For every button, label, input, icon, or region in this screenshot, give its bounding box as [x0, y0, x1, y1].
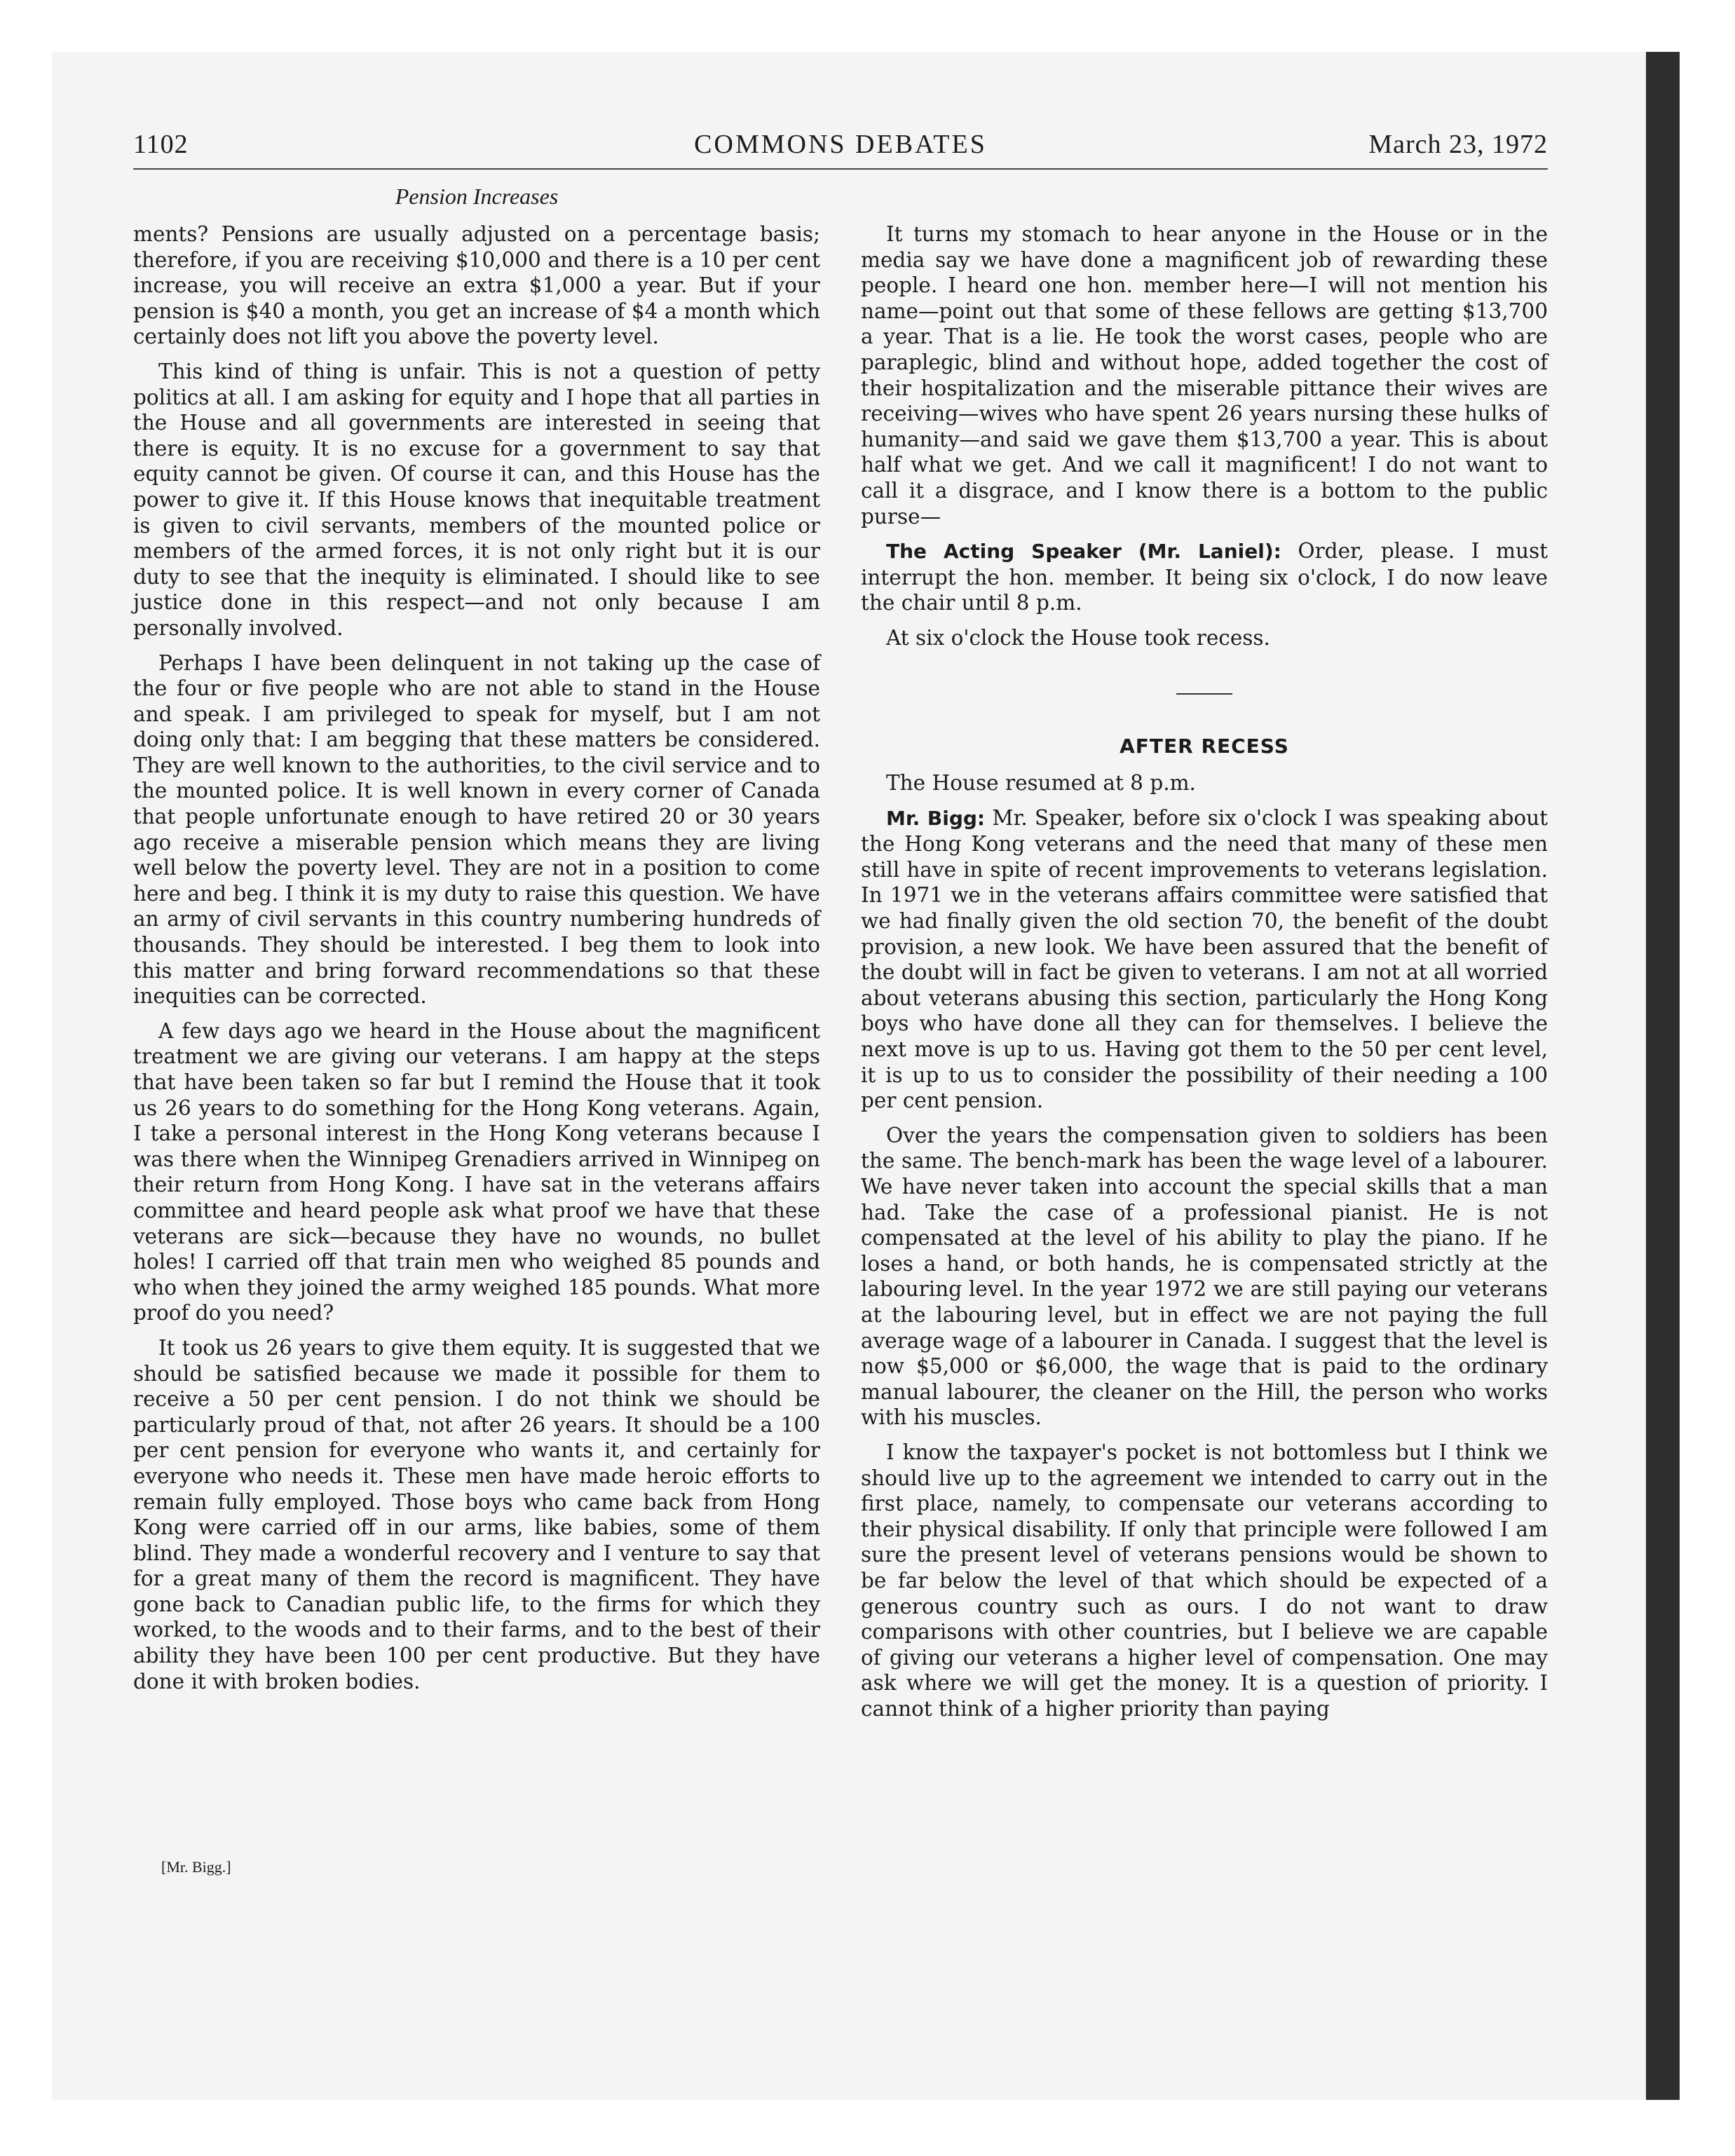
paragraph: ments? Pensions are usually adjusted on a percentage basis; therefore, if you are receiving $10,000 and there is a 10 per cent increase, you will receive an extra $1,000 a year. But if your pension is $40 a month, you get an increase of $4 a month which certainly does not lift you above the poverty level.	[133, 222, 820, 349]
subject-heading: Pension Increases	[395, 184, 559, 209]
section-divider	[1176, 693, 1232, 695]
speaker-paragraph	[861, 538, 1548, 616]
paragraph: This kind of thing is unfair. This is not a question of petty politics at all. I am asking for equity and I hope that all parties in the House and all governments are interested in seeing that there is equity. It is no excuse for a government to say that equity cannot be given. Of course it can, and this House has the power to give it. If this House knows that inequitable treatment is given to civil servants, members of the mounted police or members of the armed forces, it is not only right but it is our duty to see that the inequity is eliminated. I should like to see justice done in this respect—and not only because I am personally involved.	[133, 359, 820, 640]
speaker-name: Mr. Bigg:	[886, 806, 986, 830]
scan-edge-shadow	[1646, 52, 1680, 2100]
section-heading: AFTER RECESS	[1120, 734, 1289, 758]
page-header	[133, 129, 1548, 170]
paragraph: The House resumed at 8 p.m.	[886, 771, 1196, 796]
left-column	[133, 221, 820, 1703]
publication-date: March 23, 1972	[1368, 130, 1548, 159]
paragraph: Perhaps I have been delinquent in not taking up the case of the four or five people who are not able to stand in the House and speak. I am privileged to speak for myself, but I am not doing only that: I am begging that these matters be considered. They are well known to the authorities, to the civil service and to the mounted police. It is well known in every corner of Canada that people unfortunate enough to have retired 20 or 30 years ago receive a miserable pension which means they are living well below the poverty level. They are not in a position to come here and beg. I think it is my duty to raise this question. We have an army of civil servants in this country numbering hundreds of thousands. They should be interested. I beg them to look into this matter and bring forward recommendations so that these inequities can be corrected.	[133, 650, 820, 1009]
paragraph: A few days ago we heard in the House about the magnificent treatment we are giving our veterans. I am happy at the steps that have been taken so far but I remind the House that it took us 26 years to do something for the Hong Kong veterans. Again, I take a personal interest in the Hong Kong veterans because I was there when the Winnipeg Grenadiers arrived in Winnipeg on their return from Hong Kong. I have sat in the veterans affairs committee and heard people ask what proof we have that these veterans are sick—because they have no wounds, no bullet holes! I carried off that train men who weighed 85 pounds and who when they joined the army weighed 185 pounds. What more proof do you need?	[133, 1018, 820, 1325]
paragraph: Over the years the compensation given to soldiers has been the same. The bench-mark has been the wage level of a labourer. We have never taken into account the special skills that a man had. Take the case of a professional pianist. He is not compensated at the level of his ability to play the piano. If he loses a hand, or both hands, he is compensated strictly at the labouring level. In the year 1972 we are still paying our veterans at the labouring level, but in effect we are not paying the full average wage of a labourer in Canada. I suggest that the level is now $5,000 or $6,000, the wage that is paid to the ordinary manual labourer, the cleaner on the Hill, the person who works with his muscles.	[861, 1123, 1548, 1430]
speech-text: Mr. Speaker, before six o'clock I was speaking about the Hong Kong veterans and the need that many of these men still have in spite of recent improvements to veterans legislation. In 1971 we in the veterans affairs committee were satisfied that we had finally given the old section 70, the benefit of the doubt provision, a new look. We have been assured that the benefit of the doubt will in fact be given to veterans. I am not at all worried about veterans abusing this section, particularly the Hong Kong boys who have done all they can for themselves. I believe the next move is up to us. Having got them to the 50 per cent level, it is up to us to consider the possibility of their needing a 100 per cent pension.	[861, 805, 1548, 1113]
paragraph: It took us 26 years to give them equity. It is suggested that we should be satisfied because we made it possible for them to receive a 50 per cent pension. I do not think we should be particularly proud of that, not after 26 years. It should be a 100 per cent pension for everyone who wants it, and certainly for everyone who needs it. These men have made heroic efforts to remain fully employed. Those boys who came back from Hong Kong were carried off in our arms, like babies, some of them blind. They made a wonderful recovery and I venture to say that for a great many of them the record is magnificent. They have gone back to Canadian public life, to the firms for which they worked, to the woods and to their farms, and to the best of their ability they have been 100 per cent productive. But they have done it with broken bodies.	[133, 1335, 820, 1693]
publication-title: COMMONS DEBATES	[694, 130, 987, 159]
page-number: 1102	[133, 130, 189, 159]
speaker-footer: [Mr. Bigg.]	[161, 1858, 231, 1876]
speech-text: Order, please. I must interrupt the hon. member. It being six o'clock, I do now leave the chair until 8 p.m.	[861, 539, 1548, 615]
paragraph: I know the taxpayer's pocket is not bottomless but I think we should live up to the agreement we intended to carry out in the first place, namely, to compensate our veterans according to their physical disability. If only that principle were followed I am sure the present level of veterans pensions would be shown to be far below the level of that which should be expected of a generous country such as ours. I do not want to draw comparisons with other countries, but I believe we are capable of giving our veterans a higher level of compensation. One may ask where we will get the money. It is a question of priority. I cannot think of a higher priority than paying	[861, 1440, 1548, 1721]
paragraph: It turns my stomach to hear anyone in the House or in the media say we have done a magnificent job of rewarding these people. I heard one hon. member here—I will not mention his name—point out that some of these fellows are getting $13,700 a year. That is a lie. He took the worst cases, people who are paraplegic, blind and without hope, added together the cost of their hospitalization and the miserable pittance their wives are receiving—wives who have spent 26 years nursing these hulks of humanity—and said we gave them $13,700 a year. This is about half what we get. And we call it magnificent! I do not want to call it a disgrace, and I know there is a bottom to the public purse—	[861, 222, 1548, 528]
right-column	[861, 221, 1548, 1731]
speaker-paragraph	[861, 805, 1548, 1114]
paragraph: At six o'clock the House took recess.	[886, 625, 1270, 650]
speaker-name: The Acting Speaker (Mr. Laniel):	[886, 540, 1281, 564]
